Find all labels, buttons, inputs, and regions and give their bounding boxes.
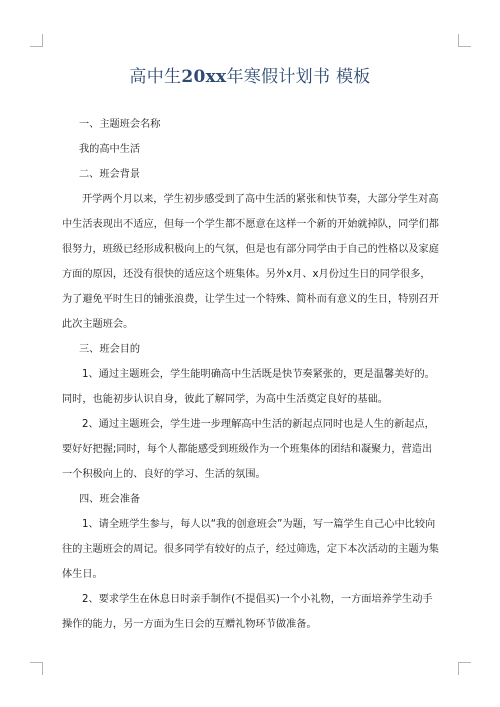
purpose-paragraph-1: 1、通过主题班会，学生能明确高中生活既是快节奏紧张的，更是温馨美好的。同时，也能初步认识自身，彼此了解同学，为高中生活奠定良好的基础。 bbox=[62, 369, 435, 405]
document-body bbox=[62, 112, 440, 637]
title-year: 20xx bbox=[181, 67, 227, 87]
crop-mark-top-right bbox=[458, 34, 471, 47]
meeting-name: 我的高中生活 bbox=[79, 144, 141, 155]
crop-mark-bottom-left bbox=[30, 662, 43, 675]
title-prefix: 高中生 bbox=[129, 67, 182, 87]
purpose-paragraph-2: 2、通过主题班会，学生进一步理解高中生活的新起点同时也是人生的新起点，要好好把握;同时，每个人都能感受到班级作为一个班集体的团结和凝聚力，营造出一个积极向上的、良好的学习、生活的氛围。 bbox=[62, 419, 435, 480]
section-heading-4: 四、班会准备 bbox=[79, 494, 141, 505]
document-title bbox=[0, 62, 500, 87]
crop-mark-bottom-right bbox=[458, 662, 471, 675]
section-heading-1: 一、主题班会名称 bbox=[79, 119, 161, 130]
crop-mark-top-left bbox=[30, 34, 43, 47]
background-paragraph: 开学两个月以来，学生初步感受到了高中生活的紧张和快节奏，大部分学生对高中生活表现出不适应，但每一个学生都不愿意在这样一个新的开始就掉队，同学们都很努力，班级已经形成积极向上的气氛，但是也有部分同学由于自己的性格以及家庭方面的原因，还没有很快的适应这个班集体。另外x月、x月份过生日的同学很多，为了避免平时生日的铺张浪费，让学生过一个特殊、简朴而有意义的生日，特别召开此次主题班会。 bbox=[62, 194, 439, 330]
section-heading-2: 二、班会背景 bbox=[79, 169, 141, 180]
preparation-paragraph-2: 2、要求学生在休息日时亲手制作(不提倡买)一个小礼物，一方面培养学生动手操作的能力，另一方面为生日会的互赠礼物环节做准备。 bbox=[62, 594, 433, 630]
preparation-paragraph-1: 1、请全班学生参与，每人以“我的创意班会”为题，写一篇学生自己心中比较向往的主题班会的周记。很多同学有较好的点子，经过筛选，定下本次活动的主题为集体生日。 bbox=[62, 519, 439, 580]
section-heading-3: 三、班会目的 bbox=[79, 344, 141, 355]
title-suffix: 年寒假计划书 模板 bbox=[226, 67, 371, 87]
